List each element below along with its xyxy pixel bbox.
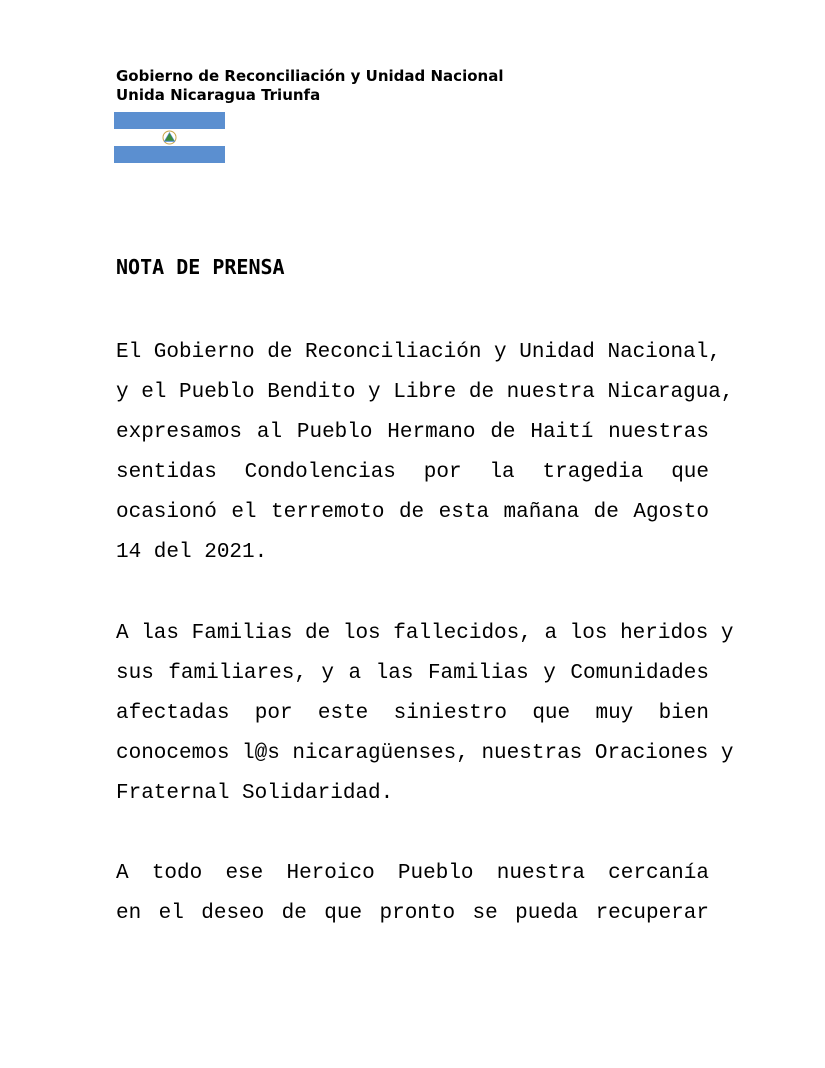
paragraph-line: expresamos al Pueblo Hermano de Haití nuestras <box>116 421 709 444</box>
paragraph-families <box>116 614 734 814</box>
paragraph-line: Fraternal Solidaridad. <box>116 782 394 805</box>
government-slogan: Unida Nicaragua Triunfa <box>116 86 321 104</box>
government-name: Gobierno de Reconciliación y Unidad Nacional <box>116 67 504 85</box>
paragraph-line: sus familiares, y a las Familias y Comunidades <box>116 662 709 685</box>
paragraph-line: conocemos l@s nicaragüenses, nuestras Oraciones y <box>116 742 734 765</box>
paragraph-line: A todo ese Heroico Pueblo nuestra cercanía <box>116 862 709 885</box>
paragraph-line: en el deseo de que pronto se pueda recuperar <box>116 902 709 925</box>
paragraph-line: El Gobierno de Reconciliación y Unidad Nacional, <box>116 341 721 364</box>
nicaragua-flag-icon <box>114 112 225 163</box>
paragraph-heroic-people <box>116 854 709 934</box>
paragraph-line: 14 del 2021. <box>116 541 268 564</box>
paragraph-line: A las Familias de los fallecidos, a los heridos y <box>116 622 734 645</box>
page-title: NOTA DE PRENSA <box>116 255 285 279</box>
letterhead <box>116 67 503 105</box>
paragraph-line: y el Pueblo Bendito y Libre de nuestra Nicaragua, <box>116 381 734 404</box>
paragraph-line: afectadas por este siniestro que muy bien <box>116 702 709 725</box>
paragraph-line: ocasionó el terremoto de esta mañana de Agosto <box>116 501 709 524</box>
paragraph-condolences <box>116 333 734 573</box>
paragraph-line: sentidas Condolencias por la tragedia que <box>116 461 709 484</box>
